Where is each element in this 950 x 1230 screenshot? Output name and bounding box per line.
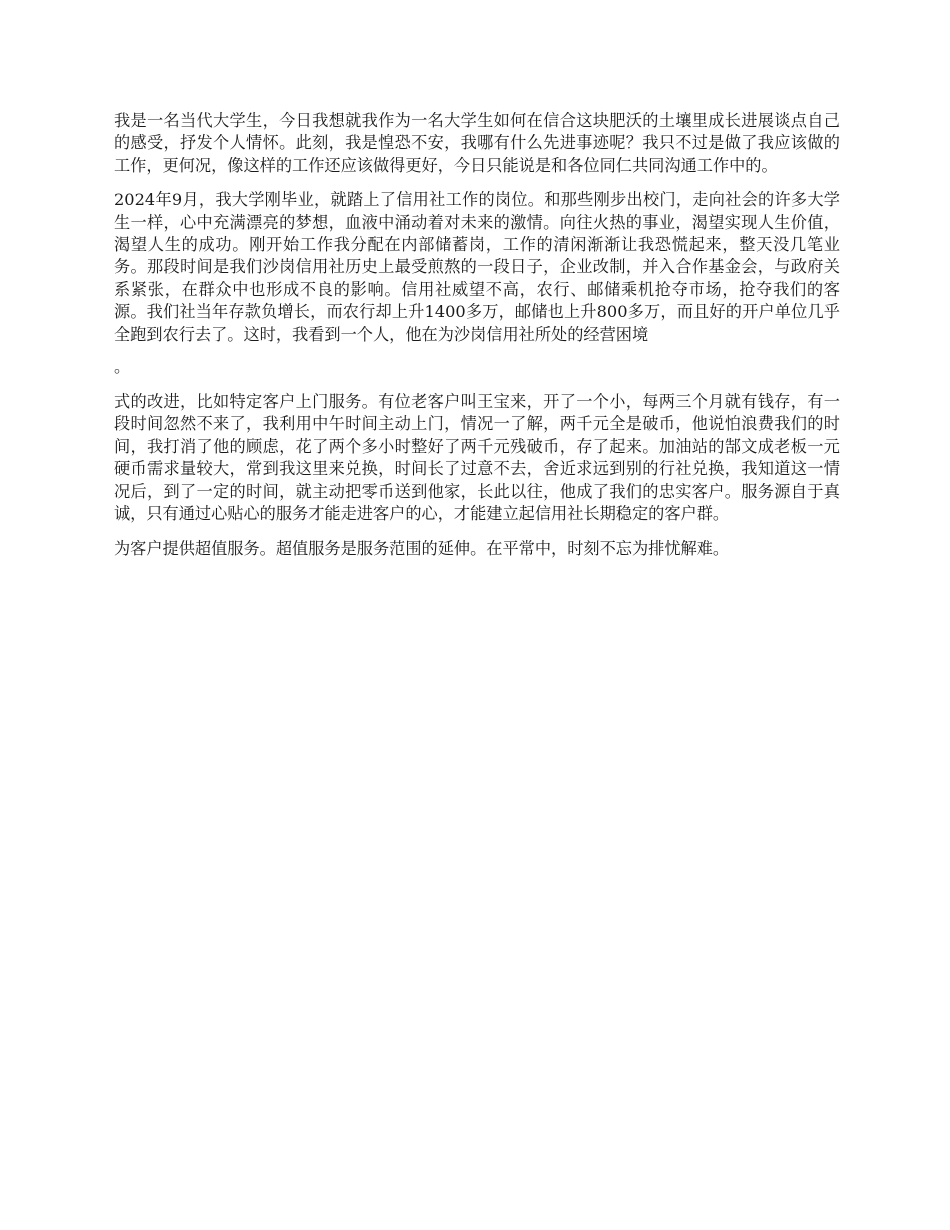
paragraph-period: 。 <box>114 357 131 377</box>
paragraph-intro: 我是一名当代大学生，今日我想就我作为一名大学生如何在信合这块肥沃的土壤里成长进展谈点自己的感受，抒发个人情怀。此刻，我是惶恐不安，我哪有什么先进事迹呢？我只不过是做了我应该做的工作，更何况，像这样的工作还应该做得更好，今日只能说是和各位同仁共同沟通工作中的。 <box>114 111 840 175</box>
paragraph-career-start: 2024年9月，我大学刚毕业，就踏上了信用社工作的岗位。和那些刚步出校门，走向社会的许多大学生一样，心中充满漂亮的梦想，血液中涌动着对未来的激情。向往火热的事业，渴望实现人生价值，渴望人生的成功。刚开始工作我分配在内部储蓄岗，工作的清闲渐渐让我恐慌起来，整天没几笔业务。那段时间是我们沙岗信用社历史上最受煎熬的一段日子，企业改制，并入合作基金会，与政府关系紧张，在群众中也形成不良的影响。信用社威望不高，农行、邮储乘机抢夺市场，抢夺我们的客源。我们社当年存款负增长，而农行却上升1400多万，邮储也上升800多万，而且好的开户单位几乎全跑到农行去了。这时，我看到一个人，他在为沙岗信用社所处的经营困境 <box>114 190 840 344</box>
paragraph-value-service: 为客户提供超值服务。超值服务是服务范围的延伸。在平常中，时刻不忘为排忧解难。 <box>114 538 730 558</box>
document-body <box>114 110 840 572</box>
paragraph-door-service: 式的改进，比如特定客户上门服务。有位老客户叫王宝来，开了一个小，每两三个月就有钱存，有一段时间忽然不来了，我利用中午时间主动上门，情况一了解，两千元全是破币，他说怕浪费我们的时间，我打消了他的顾虑，花了两个多小时整好了两千元残破币，存了起来。加油站的郜文成老板一元硬币需求量较大，常到我这里来兑换，时间长了过意不去，舍近求远到别的行社兑换，我知道这一情况后，到了一定的时间，就主动把零币送到他家，长此以往，他成了我们的忠实客户。服务源自于真诚，只有通过心贴心的服务才能走进客户的心，才能建立起信用社长期稳定的客户群。 <box>114 392 840 524</box>
